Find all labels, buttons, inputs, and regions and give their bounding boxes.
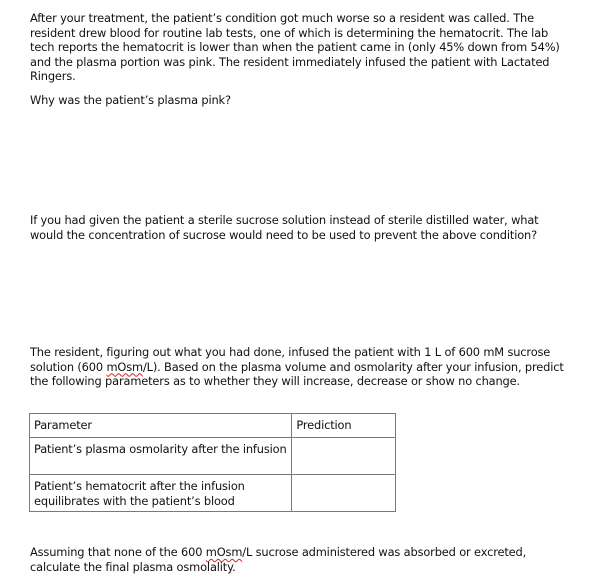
header-parameter: Parameter bbox=[30, 414, 292, 438]
table-row bbox=[30, 438, 396, 475]
infusion-paragraph bbox=[30, 345, 570, 389]
infusion-text-end: /L). Based on the plasma volume and osmolarity after your infusion, predict the following parameters as to whether they will increase, decrease or show no change. bbox=[30, 359, 564, 389]
table-row bbox=[30, 475, 396, 512]
question-sucrose-concentration: If you had given the patient a sterile sucrose solution instead of sterile distilled water, what would the concentration of sucrose would need to be used to prevent the above condition? bbox=[30, 213, 539, 242]
mosm-unit: mOsm bbox=[205, 545, 243, 559]
final-osmolality-paragraph bbox=[30, 545, 570, 574]
prediction-table bbox=[29, 413, 396, 512]
prediction-cell-plasma-osmolarity[interactable] bbox=[292, 438, 396, 475]
parameter-hematocrit: Patient’s hematocrit after the infusion equilibrates with the patient’s blood bbox=[30, 475, 292, 512]
question-pink-plasma: Why was the patient’s plasma pink? bbox=[30, 93, 231, 107]
prediction-cell-hematocrit[interactable] bbox=[292, 475, 396, 512]
final-text-end: /L sucrose administered was absorbed or excreted, calculate the final plasma osmolality. bbox=[30, 545, 527, 574]
infusion-text-start: The resident, figuring out what you had done, infused the patient with 1 L of 600 mM sucrose solution (600 bbox=[30, 345, 551, 374]
header-prediction: Prediction bbox=[292, 414, 396, 438]
table-header-row bbox=[30, 414, 396, 438]
scenario-paragraph: After your treatment, the patient’s condition got much worse so a resident was called. The resident drew blood for routine lab tests, one of which is determining the hematocrit. The lab tech reports the hematocrit is lower than when the patient came in (only 45% down from 54%) and the plasma portion was pink. The resident immediately infused the patient with Lactated Ringers. bbox=[30, 11, 560, 84]
final-text-start: Assuming that none of the 600 bbox=[30, 545, 206, 559]
parameter-plasma-osmolarity: Patient’s plasma osmolarity after the infusion bbox=[30, 438, 292, 475]
mosm-unit: mOsm bbox=[106, 359, 143, 374]
